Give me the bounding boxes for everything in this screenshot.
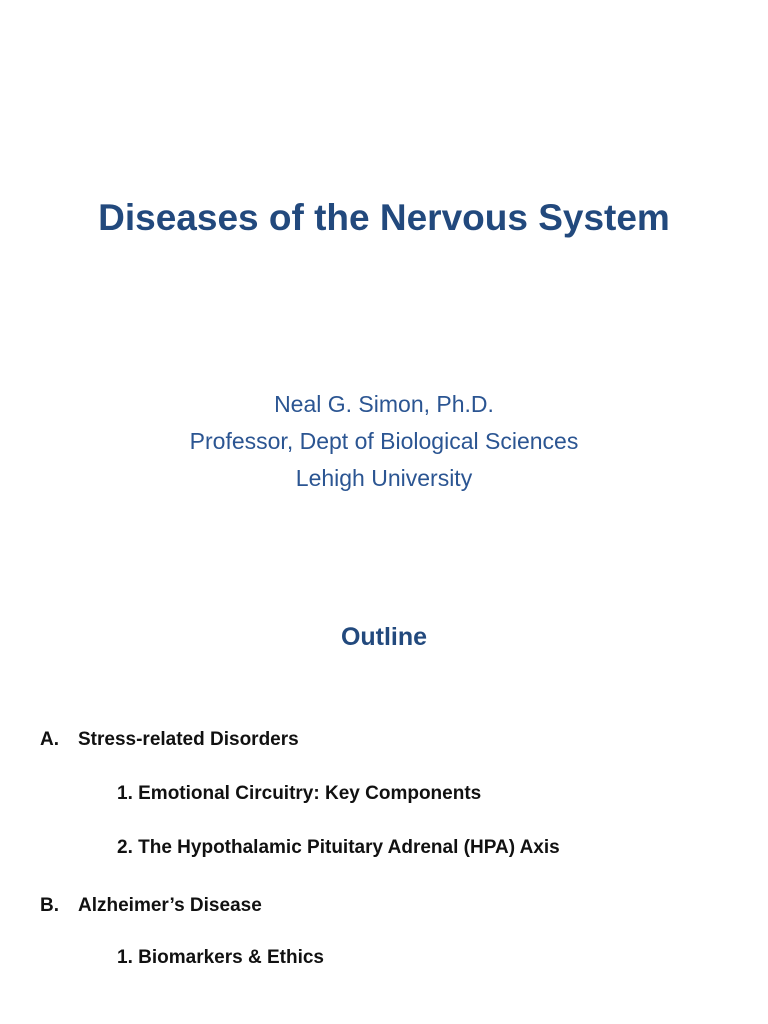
outline-item: 2. The Hypothalamic Pituitary Adrenal (HPA) Axis — [117, 837, 560, 858]
outline-section-b — [40, 894, 262, 918]
section-letter: A. — [40, 729, 59, 750]
author-institution: Lehigh University — [295, 465, 473, 491]
outline-item: 1. Biomarkers & Ethics — [117, 947, 324, 968]
outline-item: 1. Emotional Circuitry: Key Components — [117, 783, 482, 804]
page-title: Diseases of the Nervous System — [98, 197, 670, 238]
author-position: Professor, Dept of Biological Sciences — [189, 428, 579, 454]
author-name: Neal G. Simon, Ph.D. — [274, 391, 494, 417]
section-label: Stress-related Disorders — [78, 729, 299, 750]
author-block — [0, 386, 768, 497]
outline-heading: Outline — [340, 623, 428, 651]
section-label: Alzheimer’s Disease — [78, 895, 262, 916]
outline-section-a — [40, 728, 299, 752]
section-letter: B. — [40, 895, 59, 916]
